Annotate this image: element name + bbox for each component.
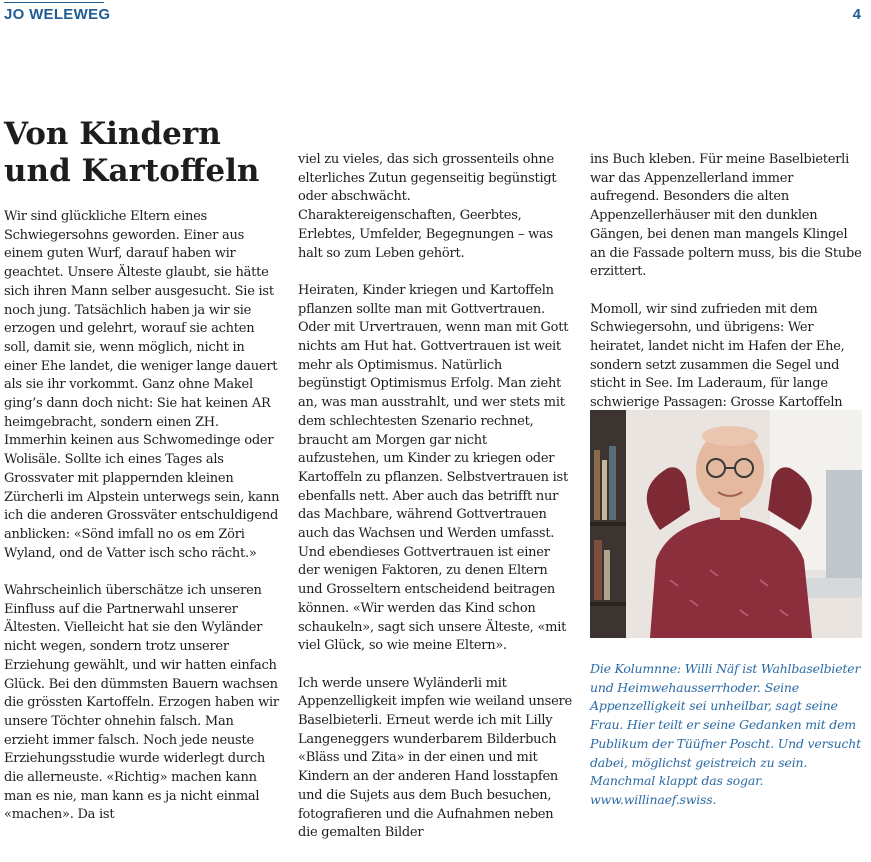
- author-portrait-image: [590, 410, 862, 638]
- paragraph-1: Wir sind glückliche Eltern eines Schwiegersohns geworden. Einer aus einem guten Wurf, darauf haben wir geachtet. Unsere Älteste glaubt, sie hätte sich ihren Mann selber ausgesucht. Sie ist noch jung. Tatsächlich haben ja wir sie erzogen und gelehrt, worauf sie achten soll, damit sie, wenn möglich, nicht in einer Ehe landet, die weniger lange dauert als sie ihr vorkommt. Ganz ohne Makel ging’s dann doch nicht: Sie hat keinen AR heimgebracht, sondern einen ZH. Immerhin keinen aus Schwomedinge oder Wolisäle. Sollte ich eines Tages als Grossvater mit plappernden kleinen Zürcherli im Alpstein unterwegs sein, kann ich die anderen Grossväter entschuldigend anblicken: «Sönd imfall no os em Zöri Wyland, ond de Vatter isch scho rächt.»: [4, 209, 280, 561]
- column-2: [298, 151, 572, 862]
- column-1: [4, 208, 280, 844]
- column-3: [590, 151, 862, 450]
- header-rule: [4, 2, 104, 3]
- paragraph-2: Wahrscheinlich überschätze ich unseren Einfluss auf die Partnerwahl unserer Ältesten. Vielleicht hat sie den Wyländer nicht wegen, sondern trotz unserer Erziehung gewählt, und wir hatten einfach Glück. Bei den dümmsten Bauern wachsen die grössten Kartoffeln. Erzogen haben wir unsere Töchter ohnehin falsch. Man erzieht immer falsch. Noch jede neuste Erziehungsstudie wurde widerlegt durch die allerneuste. «Richtig» machen kann man es nie, man kann es ja nicht einmal «machen». Da ist: [4, 583, 279, 823]
- author-header: JO WELEWEG: [4, 6, 111, 23]
- paragraph-4: Ich werde unsere Wyländerli mit Appenzelligkeit impfen wie weiland unsere Baselbieterli. Erneut werde ich mit Lilly Langeneggers wunderbarem Bilderbuch «Bläss und Zita» in der einen und mit Kindern an der anderen Hand losstapfen und die Sujets aus dem Buch besuchen, fotografieren und die Aufnahmen neben die gemalten Bilder: [298, 675, 572, 841]
- paragraph-4-continued: ins Buch kleben. Für meine Baselbieterli war das Appenzellerland immer aufregend. Besonders die alten Appenzellerhäuser mit den dunklen Gängen, bei denen man mangels Klingel an die Fassade poltern muss, bis die Stube erzittert.: [590, 152, 862, 280]
- paragraph-5: Momoll, wir sind zufrieden mit dem Schwiegersohn, und übrigens: Wer heiratet, landet nicht im Hafen der Ehe, sondern setzt zusammen die Segel und sticht in See. Im Laderaum, für lange schwierige Passagen: Grosse Kartoffeln: [590, 301, 845, 411]
- author-portrait-illustration: [590, 410, 862, 638]
- article-title: Von Kindern und Kartoffeln: [4, 116, 260, 189]
- page-number: 4: [852, 6, 861, 23]
- paragraph-3: Heiraten, Kinder kriegen und Kartoffeln pflanzen sollte man mit Gottvertrauen. Oder mit Urvertrauen, wenn man mit Gott nichts am Hut hat. Gottvertrauen ist weit mehr als Optimismus. Natürlich begünstigt Optimismus Erfolg. Man zieht an, was man ausstrahlt, und wer stets mit dem schlechtesten Szenario rechnet, braucht am Morgen gar nicht aufzustehen, um Kinder zu kriegen oder Kartoffeln zu pflanzen. Selbstvertrauen ist ebenfalls nett. Aber auch das betrifft nur das Machbare, während Gottvertrauen auch das Wachsen und Werden umfasst. Und ebendieses Gottvertrauen ist einer der wenigen Faktoren, zu denen Eltern und Grosseltern entscheidend beitragen können. «Wir werden das Kind schon schaukeln», sagt sich unsere Älteste, «mit viel Glück, so wie meine Eltern».: [298, 282, 569, 654]
- photo-caption: Die Kolumnne: Willi Näf ist Wahlbaselbieter und Heimwehausserrhoder. Seine Appenzelligkeit sei unheilbar, sagt seine Frau. Hier teilt er seine Gedanken mit dem Publikum der Tüüfner Poscht. Und versucht dabei, möglichst geistreich zu sein. Manchmal klappt das sogar. www.willinaef.swiss.: [590, 661, 861, 807]
- paragraph-2-continued: viel zu vieles, das sich grossenteils ohne elterliches Zutun gegenseitig begünstigt oder abschwächt. Charaktereigenschaften, Geerbtes, Erlebtes, Umfelder, Begegnungen – was halt so zum Leben gehört.: [298, 152, 557, 261]
